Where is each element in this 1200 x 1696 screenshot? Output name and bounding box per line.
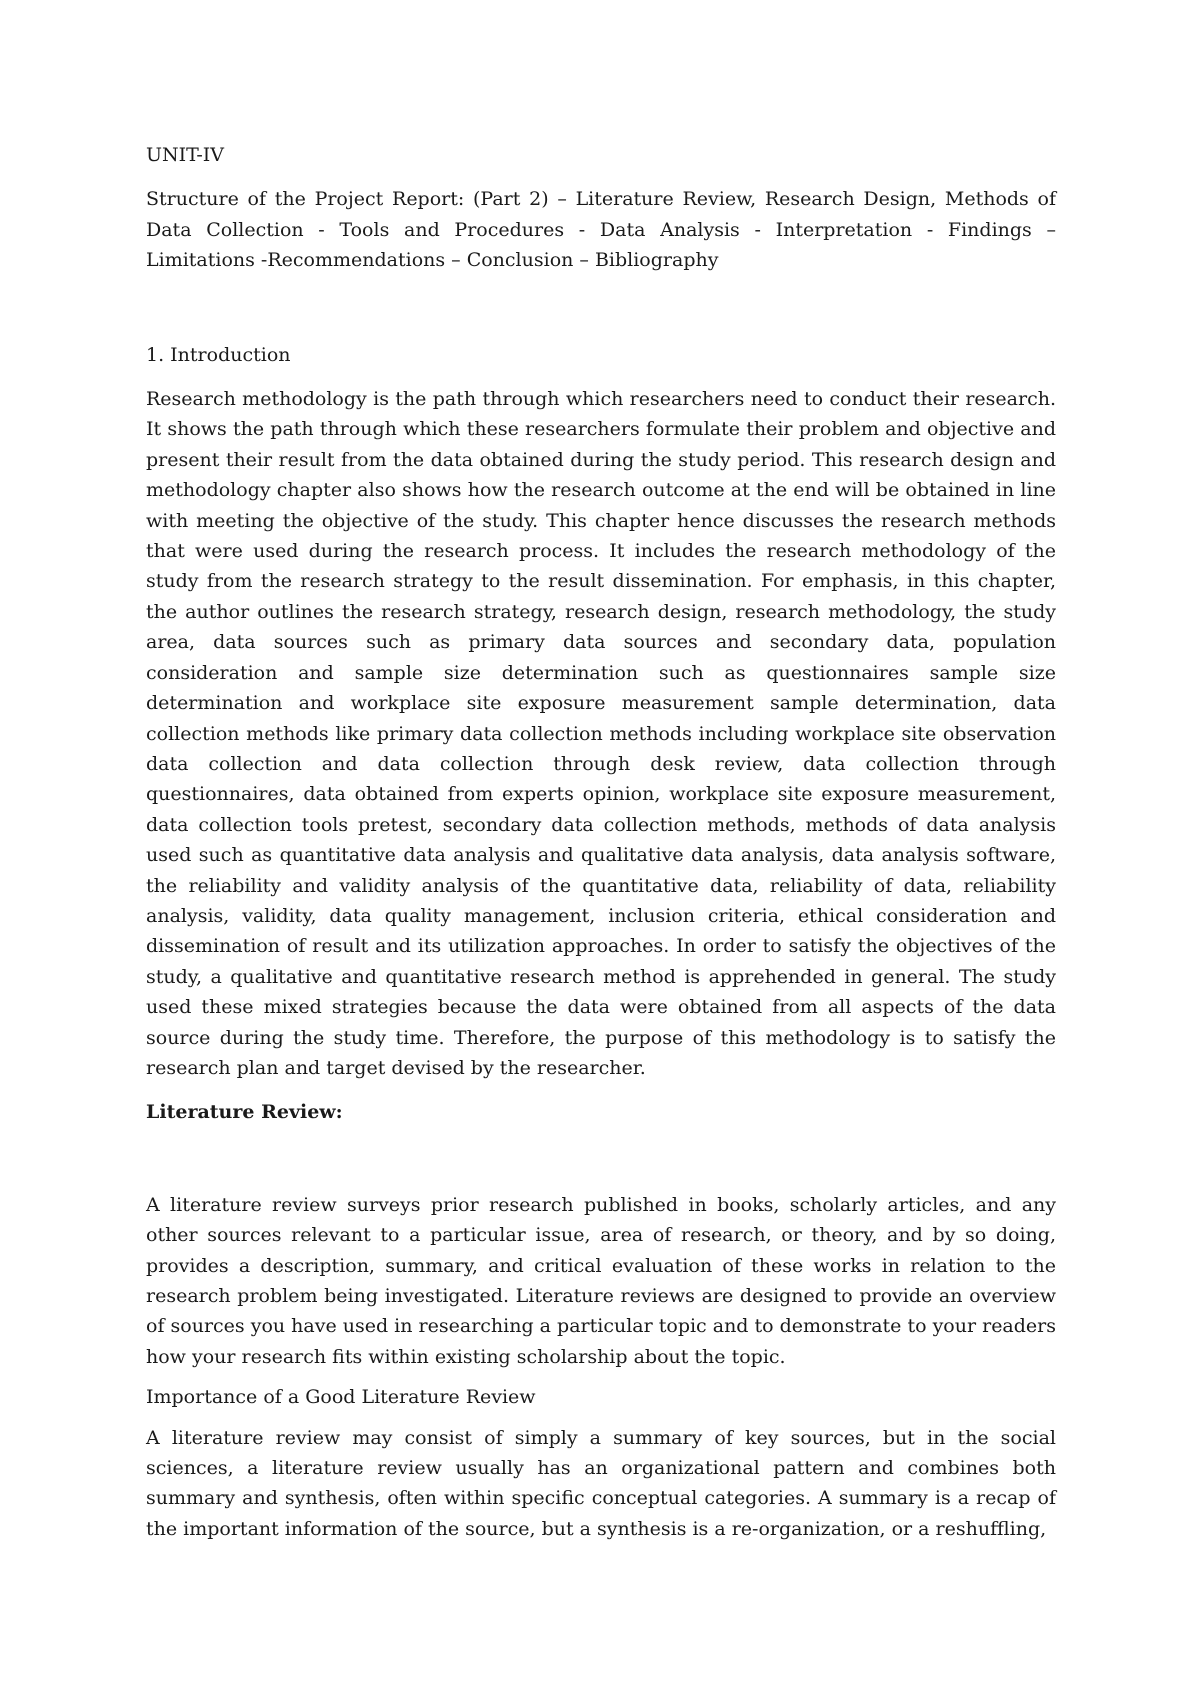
importance-heading: Importance of a Good Literature Review [146, 1386, 536, 1409]
intro-heading: 1. Introduction [146, 343, 291, 366]
unit-title: UNIT-IV [146, 144, 225, 166]
importance-paragraph: A literature review may consist of simply a summary of key sources, but in the social sciences, a literature review usually has an organizational pattern and combines both summary and synthesis, often within specific conceptual categories. A summary is a recap of the important information of the source, but a synthesis is a re-organization, or a reshuffling, [146, 1426, 1056, 1540]
literature-review-paragraph: A literature review surveys prior research published in books, scholarly articles, and any other sources relevant to a particular issue, area of research, or theory, and by so doing, provides a description, summary, and critical evaluation of these works in relation to the research problem being investigated. Literature reviews are designed to provide an overview of sources you have used in researching a particular topic and to demonstrate to your readers how your research fits within existing scholarship about the topic. [146, 1193, 1056, 1368]
literature-review-heading: Literature Review: [146, 1101, 343, 1124]
intro-paragraph: Research methodology is the path through which researchers need to conduct their research. It shows the path through which these researchers formulate their problem and objective and present their result from the data obtained during the study period. This research design and methodology chapter also shows how the research outcome at the end will be obtained in line with meeting the objective of the study. This chapter hence discusses the research methods that were used during the research process. It includes the research methodology of the study from the research strategy to the result dissemination. For emphasis, in this chapter, the author outlines the research strategy, research design, research methodology, the study area, data sources such as primary data sources and secondary data, population consideration and sample size determination such as questionnaires sample size determination and workplace site exposure measurement sample determination, data collection methods like primary data collection methods including workplace site observation data collection and data collection through desk review, data collection through questionnaires, data obtained from experts opinion, workplace site exposure measurement, data collection tools pretest, secondary data collection methods, methods of data analysis used such as quantitative data analysis and qualitative data analysis, data analysis software, the reliability and validity analysis of the quantitative data, reliability of data, reliability analysis, validity, data quality management, inclusion criteria, ethical consideration and dissemination of result and its utilization approaches. In order to satisfy the objectives of the study, a qualitative and quantitative research method is apprehended in general. The study used these mixed strategies because the data were obtained from all aspects of the data source during the study time. Therefore, the purpose of this methodology is to satisfy the research plan and target devised by the researcher. [146, 388, 1056, 1079]
structure-line: Structure of the Project Report: (Part 2) – Literature Review, Research Design, Methods of Data Collection - Tools and Procedures - Data Analysis - Interpretation - Findings – Limitations -Recommendations – Conclusion – Bibliography [146, 188, 1056, 272]
document-page [146, 140, 1056, 1544]
